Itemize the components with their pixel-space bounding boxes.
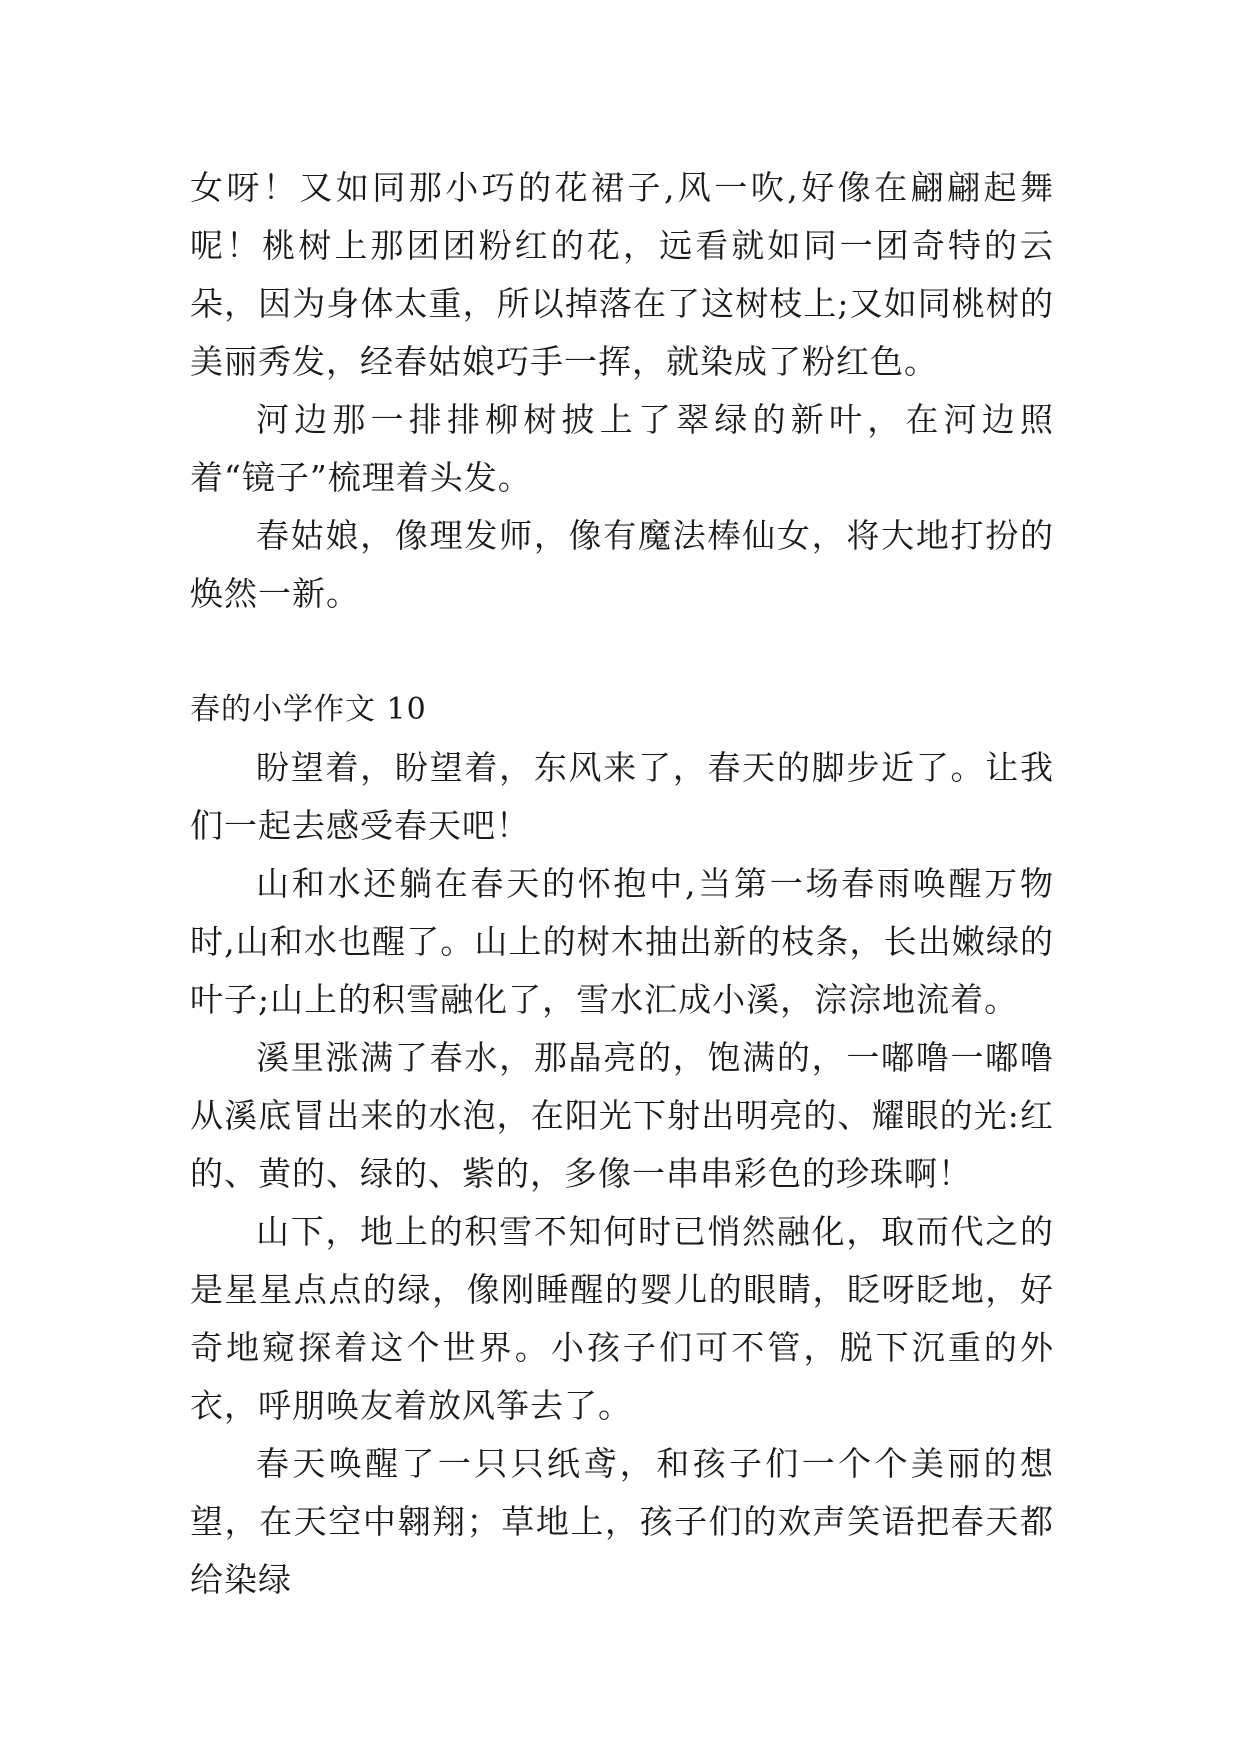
section-spacer [190,623,1054,681]
continued-paragraph: 女呀！又如同那小巧的花裙子,风一吹,好像在翩翩起舞呢！桃树上那团团粉红的花，远看就如同一团奇特的云朵，因为身体太重，所以掉落在了这树枝上;又如同桃树的美丽秀发，经春姑娘巧手一挥，就染成了粉红色。 [190,168,1054,381]
paragraph-stream: 溪里涨满了春水，那晶亮的，饱满的，一嘟噜一嘟噜从溪底冒出来的水泡，在阳光下射出明亮的、耀眼的光:红的、黄的、绿的、紫的，多像一串串彩色的珍珠啊！ [190,1038,1054,1193]
document-body [190,159,1054,1609]
paragraph-east-wind: 盼望着，盼望着，东风来了，春天的脚步近了。让我们一起去感受春天吧！ [190,748,1054,845]
paragraph-snow-melt: 山下，地上的积雪不知何时已悄然融化，取而代之的是星星点点的绿，像刚睡醒的婴儿的眼睛，眨呀眨地，好奇地窥探着这个世界。小孩子们可不管，脱下沉重的外衣，呼朋唤友着放风筝去了。 [190,1212,1054,1425]
paragraph-kites: 春天唤醒了一只只纸鸢，和孩子们一个个美丽的想望，在天空中翱翔；草地上，孩子们的欢声笑语把春天都给染绿 [190,1444,1054,1599]
paragraph-mountain-water: 山和水还躺在春天的怀抱中,当第一场春雨唤醒万物时,山和水也醒了。山上的树木抽出新的枝条，长出嫩绿的叶子;山上的积雪融化了，雪水汇成小溪，淙淙地流着。 [190,864,1054,1019]
section-title: 春的小学作文 10 [190,692,427,727]
paragraph-spring-girl: 春姑娘，像理发师，像有魔法棒仙女，将大地打扮的焕然一新。 [190,516,1054,613]
paragraph-willows: 河边那一排排柳树披上了翠绿的新叶，在河边照着“镜子”梳理着头发。 [190,400,1054,497]
